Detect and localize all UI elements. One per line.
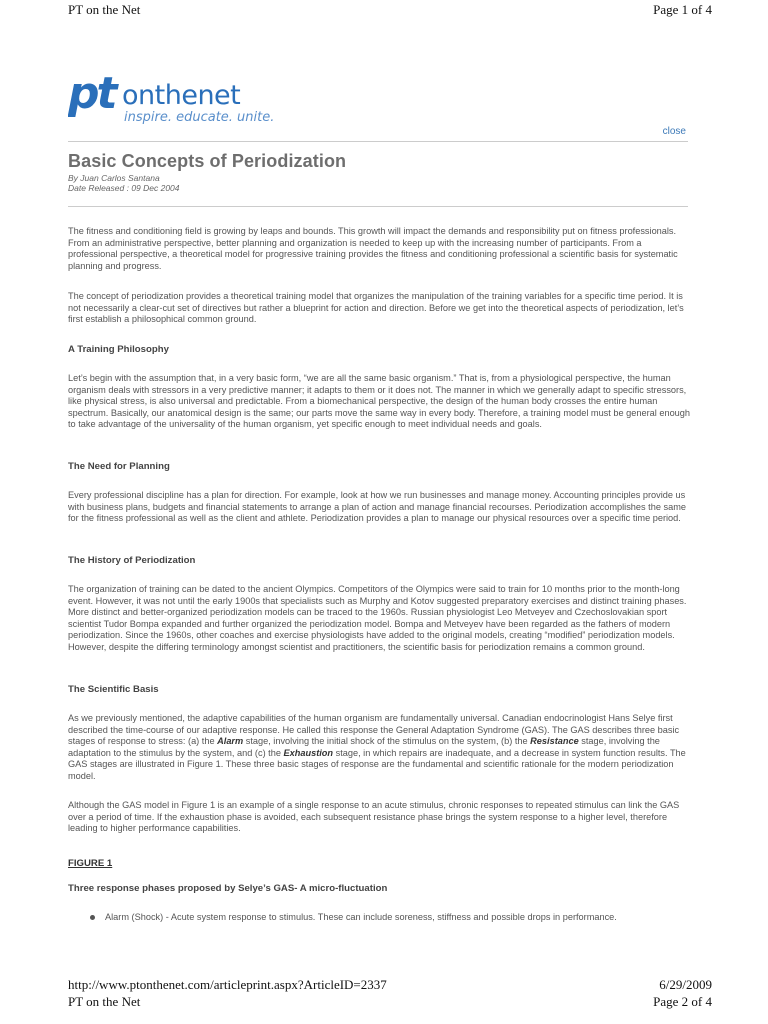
heading-history: The History of Periodization (68, 555, 196, 566)
text-span: stage, involving the initial shock of the stimulus on the system, (b) the (243, 736, 531, 747)
list-item (68, 912, 690, 922)
bullet-alarm-text: Alarm (Shock) - Acute system response to stimulus. These can include soreness, stiffness and possible drops in performance. (105, 912, 617, 922)
paragraph-concept: The concept of periodization provides a theoretical training model that organizes the manipulation of the training variables for a specific time period. It is not necessarily a clear-cut set of directives but rather a blueprint for action and direction. Before we get into the theoretical aspects of periodization, let’s first establish a philosophical common ground. (68, 291, 684, 325)
logo-tagline: inspire. educate. unite. (124, 110, 275, 125)
close-link[interactable]: close (662, 126, 686, 137)
heading-scientific-basis: The Scientific Basis (68, 684, 159, 695)
print-footer-date: 6/29/2009 (659, 977, 712, 992)
heading-need-for-planning: The Need for Planning (68, 461, 170, 472)
figure-1-link[interactable]: FIGURE 1 (68, 858, 113, 869)
print-footer-url: http://www.ptonthenet.com/articleprint.aspx?ArticleID=2337 (68, 977, 387, 992)
ptonthenet-logo[interactable] (68, 70, 288, 126)
exhaustion-term: Exhaustion (283, 747, 334, 758)
print-header-next (68, 994, 712, 1010)
article-author: By Juan Carlos Santana (68, 173, 160, 183)
logo-pt-text: pt (68, 70, 115, 119)
text-span: stage, involving the adaptation to the stimulus by the system, and (c) the (68, 736, 660, 758)
paragraph-philosophy: Let’s begin with the assumption that, in a very basic form, “we are all the same basic organism.” That is, from a physiological perspective, the human organism deals with stressors in a very predictive manner; it adapts to them or it does not. The manner in which we generally adapt to specific stressors, like physical stress, is also universal and predictable. From a biomechanical perspective, the design of the human body crosses the entire human spectrum. Basically, our anatomical design is the same; our parts move the same way in every body. Therefore, a training model must be general enough to take advantage of the universality of the human organism, yet specific enough to meet individual needs and goals. (68, 373, 691, 430)
print-header (68, 2, 712, 18)
print-header-page: Page 1 of 4 (653, 2, 712, 17)
paragraph-history: The organization of training can be dated to the ancient Olympics. Competitors of the Olympics were said to train for 10 months prior to the month-long event. However, it was not until the early 1900s that specialists such as Murphy and Kotov suggested preparatory exercises and distinct training phases. More distinct and better-organized periodization models can be traced to the 1960s. Russian physiologist Leo Metveyev and Czechoslovakian sport scientist Tudor Bompa expanded and further organized the periodization model. Bompa and Metveyev have been regarded as the fathers of modern periodization. Since the 1960s, other coaches and exercise physiologists have added to the original models, creating “modified” periodization models. However, despite the differing terminology amongst scientist and practitioners, the scientific basis for periodization remains a common ground. (68, 584, 687, 652)
article-byline (68, 173, 180, 193)
bullet-icon (90, 915, 95, 920)
heading-training-philosophy: A Training Philosophy (68, 344, 169, 355)
article-title: Basic Concepts of Periodization (68, 151, 347, 171)
alarm-term: Alarm (217, 736, 244, 747)
print-header-next-site: PT on the Net (68, 994, 141, 1009)
print-header-site: PT on the Net (68, 2, 141, 17)
paragraph-scientific-basis (68, 713, 690, 783)
print-footer (68, 977, 712, 993)
article-date: Date Released : 09 Dec 2004 (68, 183, 180, 193)
paragraph-gas-model: Although the GAS model in Figure 1 is an example of a single response to an acute stimulus, chronic responses to repeated stimulus can link the GAS over a period of time. If the exhaustion phase is avoided, each subsequent resistance phase brings the system response to a higher level, therefore leading to higher performance capabilities. (68, 800, 680, 834)
figure-1-link-wrap (68, 853, 690, 871)
header-divider (68, 141, 688, 142)
title-divider (68, 206, 688, 207)
print-header-next-page: Page 2 of 4 (653, 994, 712, 1009)
paragraph-intro: The fitness and conditioning field is growing by leaps and bounds. This growth will impact the demands and responsibility put on fitness professionals. From an administrative perspective, better planning and organization is needed to keep up with the increasing number of participants. From a professional perspective, a theoretical model for progressive training provides the fitness and conditioning professional a scientific basis for systematic planning and progress. (68, 226, 678, 271)
text-span: stage, in which repairs are inadequate, and a decrease in system function results. The GAS stages are illustrated in Figure 1. These three basic stages of response are the fundamental and scientific rationale for the modern periodization model. (68, 747, 686, 781)
figure-caption: Three response phases proposed by Selye’s GAS- A micro-fluctuation (68, 883, 388, 894)
text-span: As we previously mentioned, the adaptive capabilities of the human organism are fundamentally universal. Canadian endocrinologist Hans Selye first described the time-course of our adaptive response. He called this response the General Adaptation Syndrome (GAS). The GAS describes three basic stages of response to stress: (a) the (68, 713, 680, 747)
paragraph-planning: Every professional discipline has a plan for direction. For example, look at how we run businesses and manage money. Accounting principles provide us with business plans, budgets and financial statements to arrange a plan of action and manage financial recourses. Periodization accomplishes the same for the fitness professional as well as the client and athlete. Periodization provides a plan to manage our physical resources over a specific time period. (68, 490, 686, 524)
resistance-term: Resistance (530, 736, 579, 747)
logo-onthenet-text: onthenet (122, 80, 241, 111)
